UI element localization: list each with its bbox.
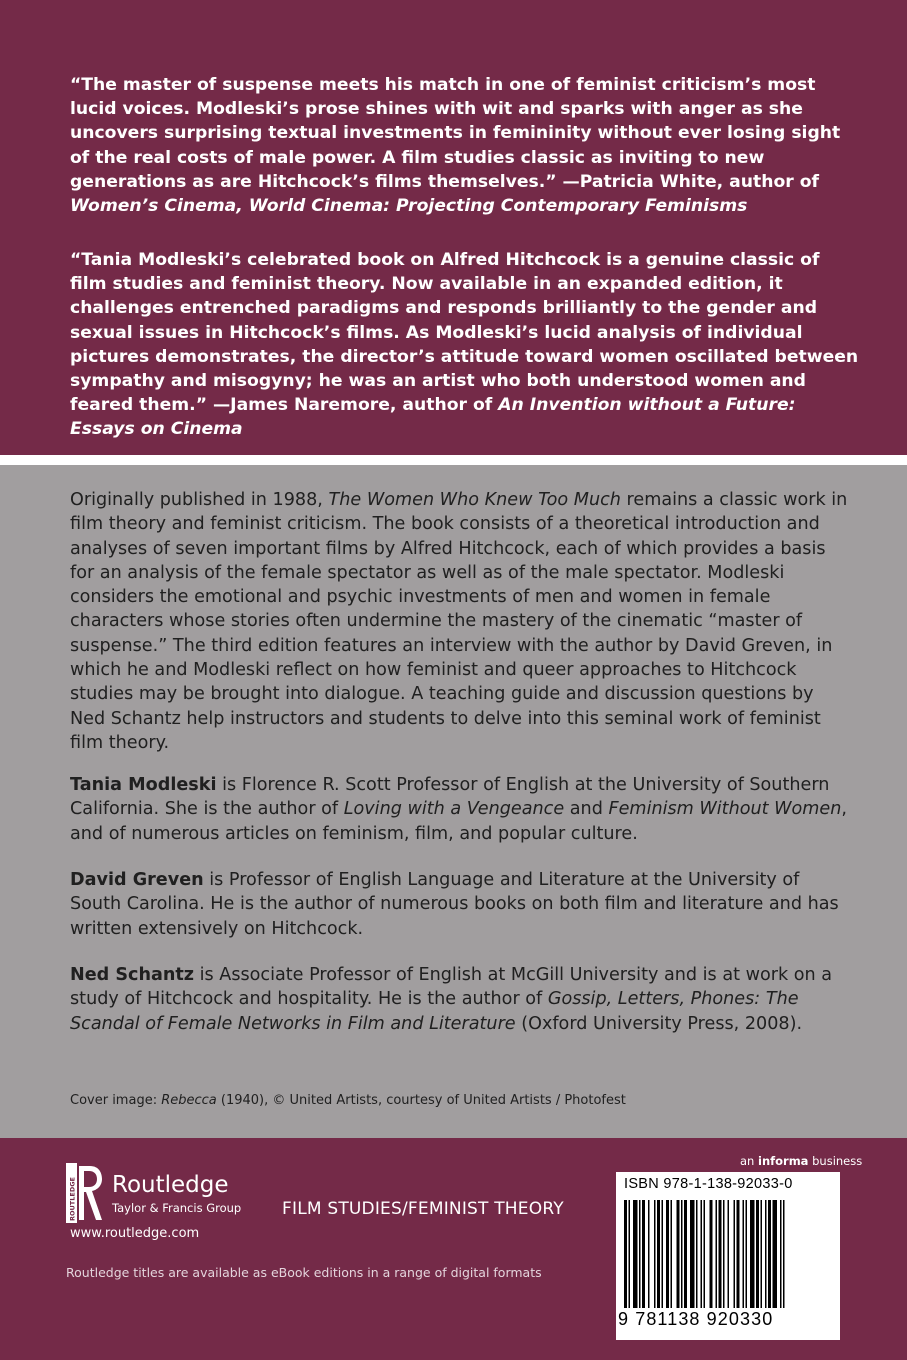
barcode-bar [750, 1200, 755, 1308]
barcode-bar [657, 1200, 660, 1308]
book-description: Originally published in 1988, The Women Who Knew Too Much remains a classic work in film theory and feminist criticism. The book consists of a theoretical introduction and analyses of seven important films by Alfred Hitchcock, each of which provides a basis for an analysis of the female spectator as well as of the male spectator. Modleski considers the emotional and psychic investments of men and women in female characters whose stories often undermine the mastery of the cinematic “master of suspense.” The third edition features an interview with the author by David Greven, in which he and Modleski reflect on how feminist and queer approaches to Hitchcock studies may be brought into dialogue. A teaching guide and discussion questions by Ned Schantz help instructors and students to delve into this seminal work of feminist film theory. [70, 490, 848, 753]
barcode-bar [696, 1200, 698, 1308]
publisher-group: Taylor & Francis Group [112, 1201, 242, 1215]
barcode-bar [746, 1200, 748, 1308]
barcode-bar [624, 1200, 627, 1308]
barcode-bar [768, 1200, 771, 1308]
author-name: Tania Modleski [70, 775, 217, 795]
barcode-bar [773, 1200, 778, 1308]
barcode-bar [642, 1200, 645, 1308]
routledge-logo-icon [66, 1163, 104, 1223]
barcode-bar [639, 1200, 641, 1308]
informa-business: an informa business [740, 1154, 863, 1168]
barcode-bar [662, 1200, 664, 1308]
barcode-bar [654, 1200, 656, 1308]
barcode-bar [728, 1200, 730, 1308]
barcode-bar [633, 1200, 638, 1308]
publisher-footer [0, 1138, 907, 1360]
barcode-bar [719, 1200, 722, 1308]
barcode-bar [648, 1200, 650, 1308]
barcode-bar [743, 1200, 745, 1308]
endorsements-panel [0, 0, 907, 455]
routledge-logo-vertical-text: ROUTLEDGE [68, 1177, 77, 1221]
endorsement-white: “The master of suspense meets his match in one of feminist criticism’s most lucid voices. Modleski’s prose shines with wit and sparks with anger as she uncovers surprising textual investments in femininity without ever losing sight of the real costs of male power. A film studies classic as inviting to new generations as are Hitchcock’s films themselves.” —Patricia White, author of Women’s Cinema, World Cinema: Projecting Contemporary Feminisms [70, 75, 841, 217]
barcode-bar [629, 1200, 631, 1308]
barcode-panel [616, 1172, 840, 1340]
barcode-bar [684, 1200, 687, 1308]
barcode-bar [690, 1200, 695, 1308]
subject-category: FILM STUDIES/FEMINIST THEORY [282, 1199, 564, 1219]
cover-credit: Cover image: Rebecca (1940), © United Artists, courtesy of United Artists / Photofest [70, 1093, 626, 1108]
isbn-number: ISBN 978-1-138-92033-0 [624, 1176, 793, 1192]
barcode-bar [723, 1200, 725, 1308]
description-panel [0, 465, 907, 1138]
bio-greven: David Greven is Professor of English Language and Literature at the University of South Carolina. He is the author of numerous books on both film and literature and has written extensively on Hitchcock. [70, 870, 839, 939]
barcode-bar [756, 1200, 759, 1308]
barcode-bar [677, 1200, 680, 1308]
barcode-bar [701, 1200, 703, 1308]
barcode-bar [734, 1200, 736, 1308]
barcode-digits: 9 781138 920330 [618, 1309, 774, 1329]
barcode-bar [716, 1200, 718, 1308]
book-title: An Invention without a Future: Essays on Cinema [70, 395, 796, 440]
barcode-bar [666, 1200, 669, 1308]
publisher-url: www.routledge.com [70, 1226, 200, 1241]
barcode-bar [783, 1200, 785, 1308]
book-title: Women’s Cinema, World Cinema: Projecting Contemporary Feminisms [70, 196, 748, 217]
book-title: The Women Who Knew Too Much [328, 490, 621, 510]
endorsement-naremore: “Tania Modleski’s celebrated book on Alfred Hitchcock is a genuine classic of film studies and feminist theory. Now available in an expanded edition, it challenges entrenched paradigms and responds brilliantly to the gender and sexual issues in Hitchcock’s films. As Modleski’s lucid analysis of individual pictures demonstrates, the director’s attitude toward women oscillated between sympathy and misogyny; he was an artist who both understood women and feared them.” —James Naremore, author of An Invention without a Future: Essays on Cinema [70, 250, 859, 440]
bio-schantz: Ned Schantz is Associate Professor of English at McGill University and is at work on a study of Hitchcock and hospitality. He is the author of Gossip, Letters, Phones: The Scandal of Female Networks in Film and Literature (Oxford University Press, 2008). [70, 965, 833, 1034]
barcode-bar [681, 1200, 683, 1308]
barcode-bar [761, 1200, 763, 1308]
barcode-bar [737, 1200, 740, 1308]
ebook-note: Routledge titles are available as eBook editions in a range of digital formats [66, 1265, 542, 1280]
barcode-bar [780, 1200, 782, 1308]
barcode-bar [710, 1200, 713, 1308]
publisher-name: Routledge [112, 1172, 229, 1198]
barcode-bar [671, 1200, 673, 1308]
barcode-bar [704, 1200, 706, 1308]
barcode-icon [624, 1200, 832, 1308]
author-name: Ned Schantz [70, 965, 195, 985]
divider [0, 455, 907, 465]
author-name: David Greven [70, 870, 204, 890]
bio-modleski: Tania Modleski is Florence R. Scott Professor of English at the University of Southern California. She is the author of Loving with a Vengeance and Feminism Without Women, and of numerous articles on feminism, film, and popular culture. [70, 775, 847, 844]
barcode-bar [765, 1200, 767, 1308]
